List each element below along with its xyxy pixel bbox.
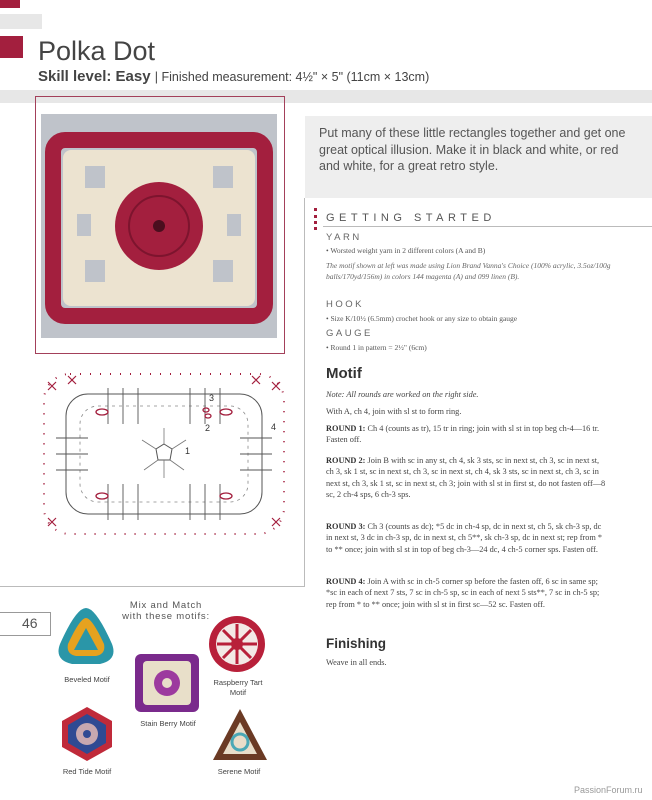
round-4-text: Join A with sc in ch-5 corner sp before the fasten off, 6 sc in same sp; *sc in each of next 7 sts, 7 sc in ch-5 sp, sc in each of next 5 sts**, 7 sc in ch-5 sp; rep from * to ** once; join with sl st in first sc—52 sc. Fasten off. [326,577,600,609]
round-3-text: Ch 3 (counts as dc); *5 dc in ch-4 sp, dc in next st, ch 5, sk ch-3 sp, dc in next st, 3 dc in ch-3 sp, dc in next st, ch 5**, sk ch-3 sp, dc in next st; rep from * to ** once; join with sl st in top of beg ch-3—24 dc, 4 ch-5 corner sps. Fasten off. [326,522,603,554]
page-subtitle [38,68,429,85]
round-1-label: ROUND 1: [326,424,366,433]
yarn-note: The motif shown at left was made using Lion Brand Vanna's Choice (100% acrylic, 3.5oz/100g balls/170yd/156m) in colors 144 magenta (A) and 099 linen (B). [326,261,611,281]
intro-box [305,116,652,198]
round-2 [326,455,608,500]
round-2-text: Join B with sc in any st, ch 4, sk 3 sts, sc in next st, ch 3, sc in next st, ch 3, sk 1 st, sc in next st, ch 3, sc in next st, ch 4, sk 3 sts, sc in next st, ch 3, sc in next st, ch 3, sk 1 st, sc in next st, ch 3; join with sl st in first st, do not fasten off—8 sc, 2 ch-4 sps, 6 ch-3 sps. [326,456,606,499]
yarn-item: • Worsted weight yarn in 2 different colors (A and B) [326,246,486,255]
red-tide-motif-caption: Red Tide Motif [62,767,112,776]
section-marker [314,208,320,230]
column-divider [304,198,305,586]
serene-motif-caption: Serene Motif [217,767,261,776]
motif-photo [41,114,277,338]
top-accent-block [0,0,20,8]
round-4 [326,576,608,610]
yarn-heading: YARN [326,232,362,243]
hook-item: • Size K/10½ (6.5mm) crochet hook or any size to obtain gauge [326,314,518,323]
stain-berry-motif-caption: Stain Berry Motif [140,719,196,728]
beveled-motif-caption: Beveled Motif [64,675,110,684]
diagram-label-3: 3 [209,393,215,403]
raspberry-tart-motif-image [206,612,268,676]
page-number: 46 [22,615,38,631]
section-rule [323,226,652,227]
beveled-motif-image [54,604,118,670]
serene-motif-image [210,706,270,764]
round-4-label: ROUND 4: [326,577,366,586]
motif-note: Note: All rounds are worked on the right side. [326,390,479,399]
diagram-label-1: 1 [185,446,191,456]
hook-heading: HOOK [326,299,364,310]
column-rule [0,586,305,587]
crochet-diagram [38,368,290,540]
raspberry-tart-motif-caption: Raspberry Tart Motif [213,678,263,697]
getting-started-heading: GETTING STARTED [326,212,496,224]
finishing-heading: Finishing [326,636,386,651]
round-2-label: ROUND 2: [326,456,366,465]
gauge-heading: GAUGE [326,328,373,339]
round-1 [326,423,608,446]
red-tide-motif-image [58,704,116,764]
stain-berry-motif-image [133,652,201,714]
round-3 [326,521,608,555]
skill-level: Skill level: Easy [38,68,151,85]
round-3-label: ROUND 3: [326,522,366,531]
gauge-item: • Round 1 in pattern = 2½" (6cm) [326,343,427,352]
intro-text: Put many of these little rectangles together and get one great optical illusion. Make it in black and white, or red and white, for a great retro style. [319,126,626,173]
motif-intro-line: With A, ch 4, join with sl st to form ring. [326,407,462,416]
finishing-text: Weave in all ends. [326,658,387,667]
top-gray-band [0,14,42,29]
diagram-label-4: 4 [271,422,277,432]
diagram-label-2: 2 [205,423,211,433]
mix-match-heading: Mix and Match with these motifs: [122,600,210,622]
finished-measurement: | Finished measurement: 4½" × 5" (11cm × 13cm) [154,70,430,84]
page-title: Polka Dot [38,36,156,66]
title-accent-block [0,36,23,58]
round-1-text: Ch 4 (counts as tr), 15 tr in ring; join with sl st in top beg ch-4—16 tr. Fasten off. [326,424,600,445]
motif-heading: Motif [326,365,362,382]
watermark: PassionForum.ru [574,785,643,795]
